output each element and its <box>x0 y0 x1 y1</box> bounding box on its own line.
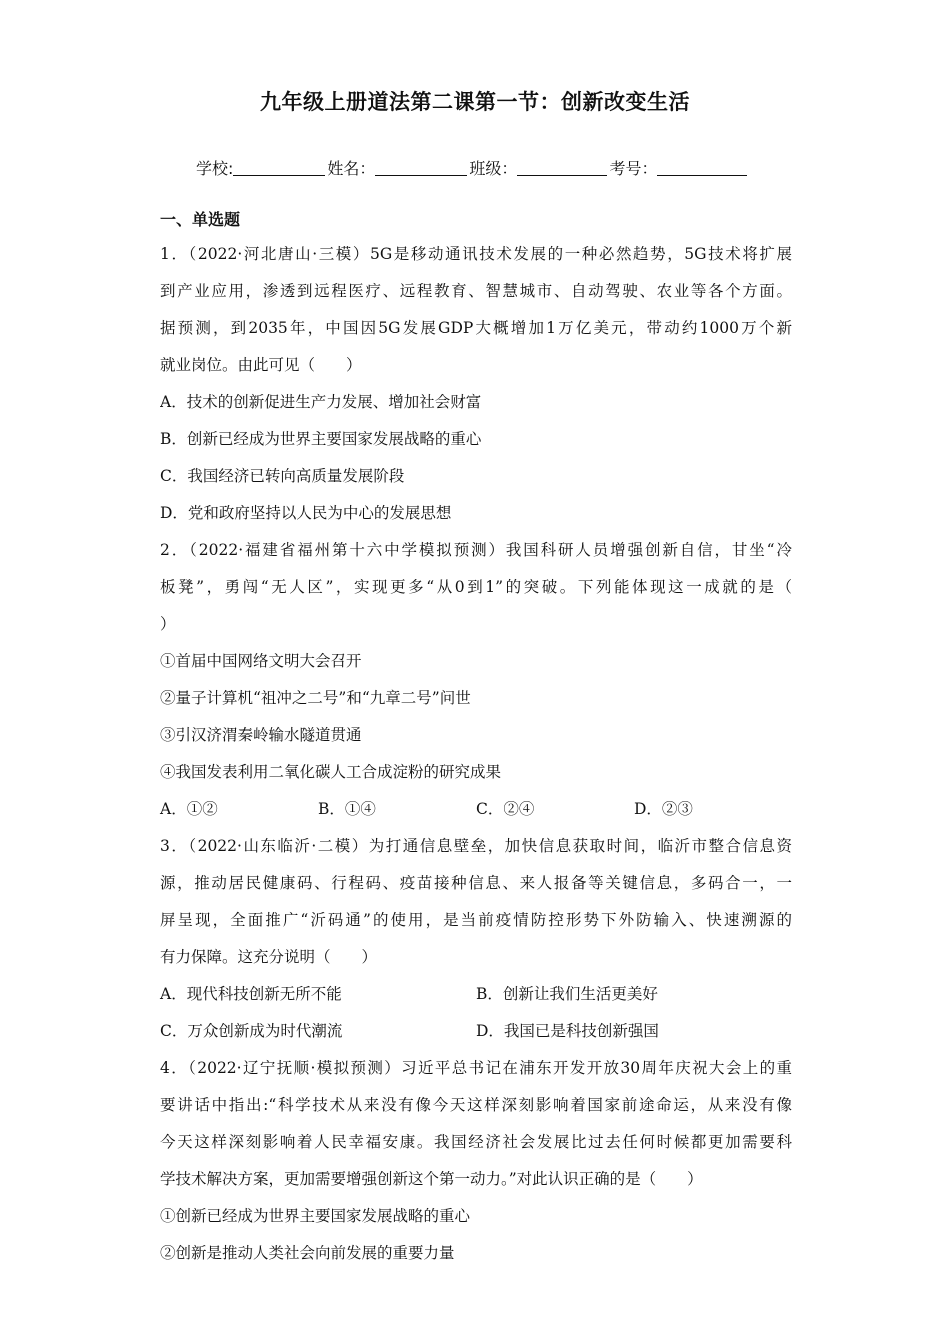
question-2-item: ②量子计算机“祖冲之二号”和“九章二号”问世 <box>160 689 471 707</box>
question-2-option-b[interactable]: B．①④ <box>318 800 376 818</box>
question-1-line: 到产业应用，渗透到远程医疗、远程教育、智慧城市、自动驾驶、农业等各个方面。 <box>160 282 792 300</box>
question-2-line: 2．（2022·福建省福州第十六中学模拟预测）我国科研人员增强创新自信，甘坐“冷 <box>160 541 792 559</box>
exam-number-blank[interactable] <box>657 159 747 176</box>
question-1-option-b[interactable]: B．创新已经成为世界主要国家发展战略的重心 <box>160 430 482 448</box>
question-3-line: 有力保障。这充分说明（ ） <box>160 948 378 966</box>
question-2-item: ④我国发表利用二氧化碳人工合成淀粉的研究成果 <box>160 763 502 781</box>
question-4-line: 学技术解决方案，更加需要增强创新这个第一动力。”对此认识正确的是（ ） <box>160 1170 703 1188</box>
question-1-line: 1．（2022·河北唐山·三模）5G是移动通讯技术发展的一种必然趋势，5G技术将扩展 <box>160 245 792 263</box>
question-3-line: 源，推动居民健康码、行程码、疫苗接种信息、来人报备等关键信息，多码合一，一 <box>160 874 792 892</box>
question-2-line: ） <box>160 615 176 633</box>
student-info-row <box>196 156 749 179</box>
section-heading: 一、单选题 <box>160 210 241 229</box>
class-blank[interactable] <box>517 159 607 176</box>
question-4-line: 要讲话中指出:“科学技术从来没有像今天这样深刻影响着国家前途命运，从来没有像 <box>160 1096 792 1114</box>
name-blank[interactable] <box>375 159 467 176</box>
question-3-options-row <box>160 1017 792 1054</box>
name-label: 姓名： <box>327 159 376 178</box>
page-title: 九年级上册道法第二课第一节：创新改变生活 <box>260 90 690 114</box>
question-2 <box>160 536 792 832</box>
class-label: 班级： <box>469 159 518 178</box>
question-4-item: ①创新已经成为世界主要国家发展战略的重心 <box>160 1207 471 1225</box>
question-3-option-c[interactable]: C．万众创新成为时代潮流 <box>160 1022 343 1040</box>
question-4-line: 今天这样深刻影响着人民幸福安康。我国经济社会发展比过去任何时候都更加需要科 <box>160 1133 792 1151</box>
question-3-option-d[interactable]: D．我国已是科技创新强国 <box>476 1022 659 1040</box>
question-2-options <box>160 795 792 832</box>
school-blank[interactable] <box>233 159 325 176</box>
question-1-line: 就业岗位。由此可见（ ） <box>160 356 362 374</box>
question-3-option-a[interactable]: A．现代科技创新无所不能 <box>160 985 342 1003</box>
question-2-line: 板凳”，勇闯“无人区”，实现更多“从0到1”的突破。下列能体现这一成就的是（ <box>160 578 792 596</box>
question-2-item: ①首届中国网络文明大会召开 <box>160 652 362 670</box>
exam-number-label: 考号： <box>609 159 658 178</box>
question-4-line: 4．（2022·辽宁抚顺·模拟预测）习近平总书记在浦东开发开放30周年庆祝大会上的重 <box>160 1059 792 1077</box>
question-3-option-b[interactable]: B．创新让我们生活更美好 <box>476 985 658 1003</box>
question-4-item: ②创新是推动人类社会向前发展的重要力量 <box>160 1244 455 1262</box>
question-1-option-c[interactable]: C．我国经济已转向高质量发展阶段 <box>160 467 405 485</box>
question-list <box>160 240 792 1276</box>
question-2-option-d[interactable]: D．②③ <box>634 800 693 818</box>
question-1-option-a[interactable]: A．技术的创新促进生产力发展、增加社会财富 <box>160 393 482 411</box>
question-3-line: 3．（2022·山东临沂·二模）为打通信息壁垒，加快信息获取时间，临沂市整合信息资 <box>160 837 792 855</box>
question-2-option-c[interactable]: C．②④ <box>476 800 535 818</box>
question-2-option-a[interactable]: A．①② <box>160 800 218 818</box>
question-1-option-d[interactable]: D．党和政府坚持以人民为中心的发展思想 <box>160 504 452 522</box>
school-label: 学校: <box>196 159 234 178</box>
question-2-item: ③引汉济渭秦岭输水隧道贯通 <box>160 726 362 744</box>
question-3-line: 屏呈现，全面推广“沂码通”的使用，是当前疫情防控形势下外防输入、快速溯源的 <box>160 911 792 929</box>
question-3-options-row <box>160 980 792 1017</box>
question-1-line: 据预测，到2035年，中国因5G发展GDP大概增加1万亿美元，带动约1000万个新 <box>160 319 792 337</box>
question-4 <box>160 1054 792 1276</box>
question-1 <box>160 240 792 536</box>
question-3 <box>160 832 792 1054</box>
